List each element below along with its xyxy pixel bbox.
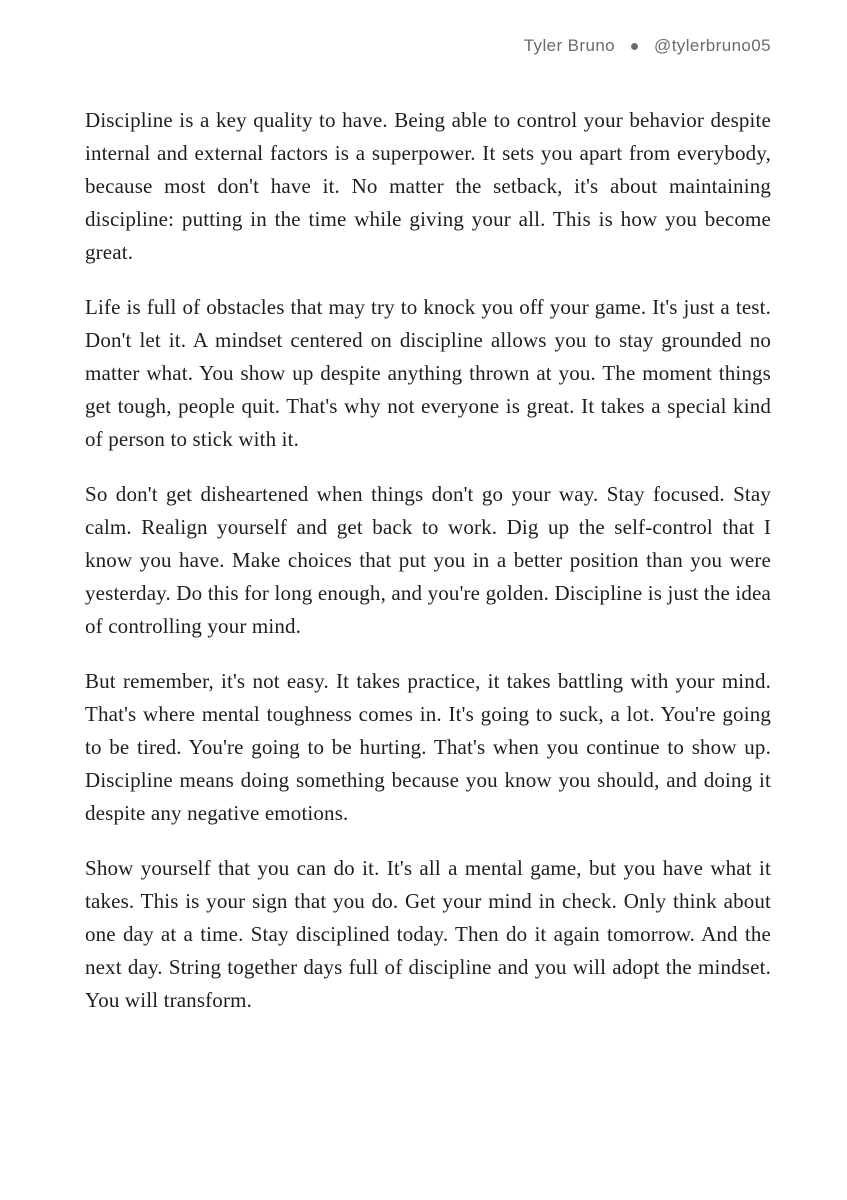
article-body [85,104,771,1039]
paragraph-1: Discipline is a key quality to have. Being able to control your behavior despite internal and external factors is a superpower. It sets you apart from everybody, because most don't have it. No matter the setback, it's about maintaining discipline: putting in the time while giving your all. This is how you become great. [85,108,771,264]
paragraph-3: So don't get disheartened when things don't go your way. Stay focused. Stay calm. Realign yourself and get back to work. Dig up the self-control that I know you have. Make choices that put you in a better position than you were yesterday. Do this for long enough, and you're golden. Discipline is just the idea of controlling your mind. [85,482,771,638]
paragraph-4: But remember, it's not easy. It takes practice, it takes battling with your mind. That's where mental toughness comes in. It's going to suck, a lot. You're going to be tired. You're going to be hurting. That's when you continue to show up. Discipline means doing something because you know you should, and doing it despite any negative emotions. [85,669,771,825]
author-handle: @tylerbruno05 [654,36,771,55]
paragraph-2: Life is full of obstacles that may try to knock you off your game. It's just a test. Don't let it. A mindset centered on discipline allows you to stay grounded no matter what. You show up despite anything thrown at you. The moment things get tough, people quit. That's why not everyone is great. It takes a special kind of person to stick with it. [85,295,771,451]
paragraph-5: Show yourself that you can do it. It's all a mental game, but you have what it takes. This is your sign that you do. Get your mind in check. Only think about one day at a time. Stay disciplined today. Then do it again tomorrow. And the next day. String together days full of discipline and you will adopt the mindset. You will transform. [85,856,771,1012]
author-name: Tyler Bruno [523,36,616,55]
author-byline [524,36,771,56]
bullet-separator-icon [631,43,638,50]
